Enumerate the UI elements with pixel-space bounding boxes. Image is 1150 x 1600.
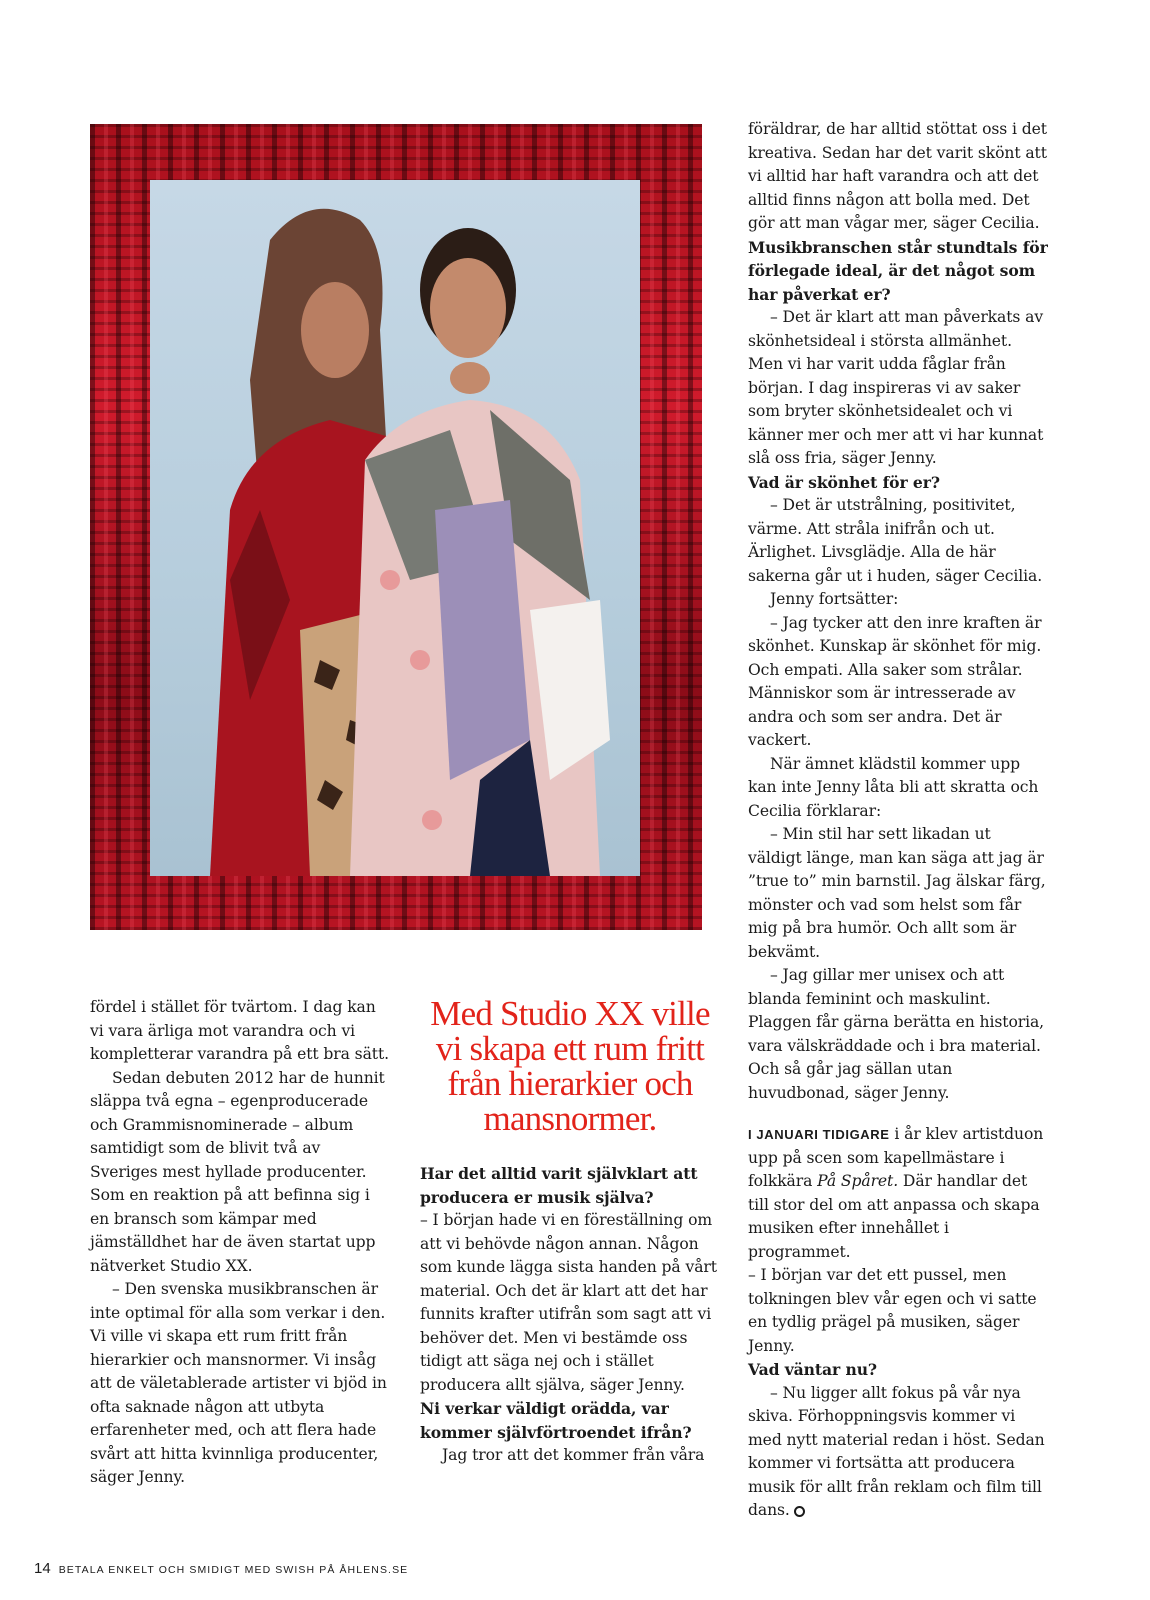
paragraph: – Jag gillar mer unisex och att blanda feminint och maskulint. Plaggen får gärna berätta en historia, vara välskräddade och i bra material. Och så går jag sällan utan huvudbonad, säger Jenny. xyxy=(748,966,1045,1102)
interview-question: Musikbranschen står stundtals för förlegade ideal, är det något som har påverkat er? xyxy=(748,237,1048,304)
text-run: i år klev artistduon upp på scen som kapellmästare i folkkära xyxy=(748,1125,1044,1190)
photo-frame-snakeskin xyxy=(90,124,702,930)
two-women-portrait-illustration xyxy=(150,180,640,876)
interview-question: Vad är skönhet för er? xyxy=(748,472,940,492)
paragraph: Jenny fortsätter: xyxy=(770,590,899,608)
paragraph: – Det är utstrålning, positivitet, värme. Att stråla inifrån och ut. Ärlighet. Livsglädje. Alla de här sakerna går ut i huden, säger Cecilia. xyxy=(748,496,1043,585)
right-column xyxy=(748,118,1048,1523)
paragraph: Sedan debuten 2012 har de hunnit släppa två egna – egenproducerade och Grammisnominerade – album samtidigt som de blivit två av Sveriges mest hyllade producenter. Som en reaktion på att befinna sig i en bransch som kämpar med jämställdhet har de även startat upp nätverket Studio XX. xyxy=(90,1068,385,1275)
paragraph: – I början hade vi en föreställning om att vi behövde någon annan. Någon som kunde lägga sista handen på vårt material. Och det är klart att det har funnits krafter utifrån som sagt att vi behöver det. Men vi bestämde oss tidigt att säga nej och i stället producera allt själva, säger Jenny. xyxy=(420,1211,717,1394)
page-footer xyxy=(34,1560,408,1577)
end-of-article-icon xyxy=(794,1506,805,1517)
paragraph-last xyxy=(748,1382,1048,1523)
footer-text: BETALA ENKELT OCH SMIDIGT MED SWISH PÅ ÅHLENS.SE xyxy=(58,1564,409,1576)
paragraph: – Jag tycker att den inre kraften är skönhet. Kunskap är skönhet för mig. Och empati. Alla saker som strålar. Människor som är intresserade av andra och som ser andra. Det är vackert. xyxy=(748,613,1042,749)
paragraph: – Det är klart att man påverkats av skönhetsideal i största allmänhet. Men vi har varit udda fåglar från början. I dag inspireras vi av saker som bryter skönhetsidealet och vi känner mer och mer att vi har kunnat slå oss fria, säger Jenny. xyxy=(748,308,1044,467)
portrait-photo xyxy=(150,180,640,876)
page-number: 14 xyxy=(34,1560,51,1577)
paragraph: – I början var det ett pussel, men tolkningen blev vår egen och vi satte en tydlig prägel på musiken, säger Jenny. xyxy=(748,1266,1037,1355)
paragraph: Jag tror att det kommer från våra xyxy=(442,1446,705,1464)
paragraph: fördel i stället för tvärtom. I dag kan vi vara ärliga mot varandra och vi kompletterar varandra på ett bra sätt. xyxy=(90,998,389,1063)
text-run: Där handlar det till stor del om att anpassa och skapa musiken efter innehållet i programmet. xyxy=(748,1172,1040,1261)
paragraph: föräldrar, de har alltid stöttat oss i det kreativa. Sedan har det varit skönt att vi alltid har haft varandra och att det alltid finns någon att bolla med. Det gör att man vågar mer, säger Cecilia. xyxy=(748,120,1047,232)
section-kicker: I JANUARI TIDIGARE xyxy=(748,1127,890,1142)
pull-quote: Med Studio XX ville vi skapa ett rum fritt från hierarkier och mansnormer. xyxy=(430,994,710,1138)
paragraph: – Den svenska musikbranschen är inte optimal för alla som verkar i den. Vi ville vi skapa ett rum fritt från hierarkier och mansnormer. Vi insåg att de väletablerade artister vi bjöd in ofta saknade någon att utbyta erfarenheter med, och att flera hade svårt att hitta kvinnliga producenter, säger Jenny. xyxy=(90,1280,387,1486)
left-column xyxy=(90,996,390,1490)
show-title: På Spåret. xyxy=(817,1172,899,1190)
middle-column xyxy=(420,1162,720,1468)
paragraph: När ämnet klädstil kommer upp kan inte Jenny låta bli att skratta och Cecilia förklarar: xyxy=(748,754,1039,820)
interview-question: Ni verkar väldigt orädda, var kommer självförtroendet ifrån? xyxy=(420,1399,692,1442)
paragraph: – Min stil har sett likadan ut väldigt länge, man kan säga att jag är ”true to” min barnstil. Jag älskar färg, mönster och vad som helst som får mig på bra humör. Och allt som är bekvämt. xyxy=(748,825,1046,961)
text-run: – Nu ligger allt fokus på vår nya skiva. Förhoppningsvis kommer vi med nytt material redan i höst. Sedan kommer vi fortsätta att producera musik för allt från reklam och film till dans. xyxy=(748,1383,1045,1519)
interview-question: Vad väntar nu? xyxy=(748,1360,877,1379)
interview-question: Har det alltid varit självklart att producera er musik själva? xyxy=(420,1164,698,1207)
paragraph-with-kicker xyxy=(748,1123,1048,1264)
